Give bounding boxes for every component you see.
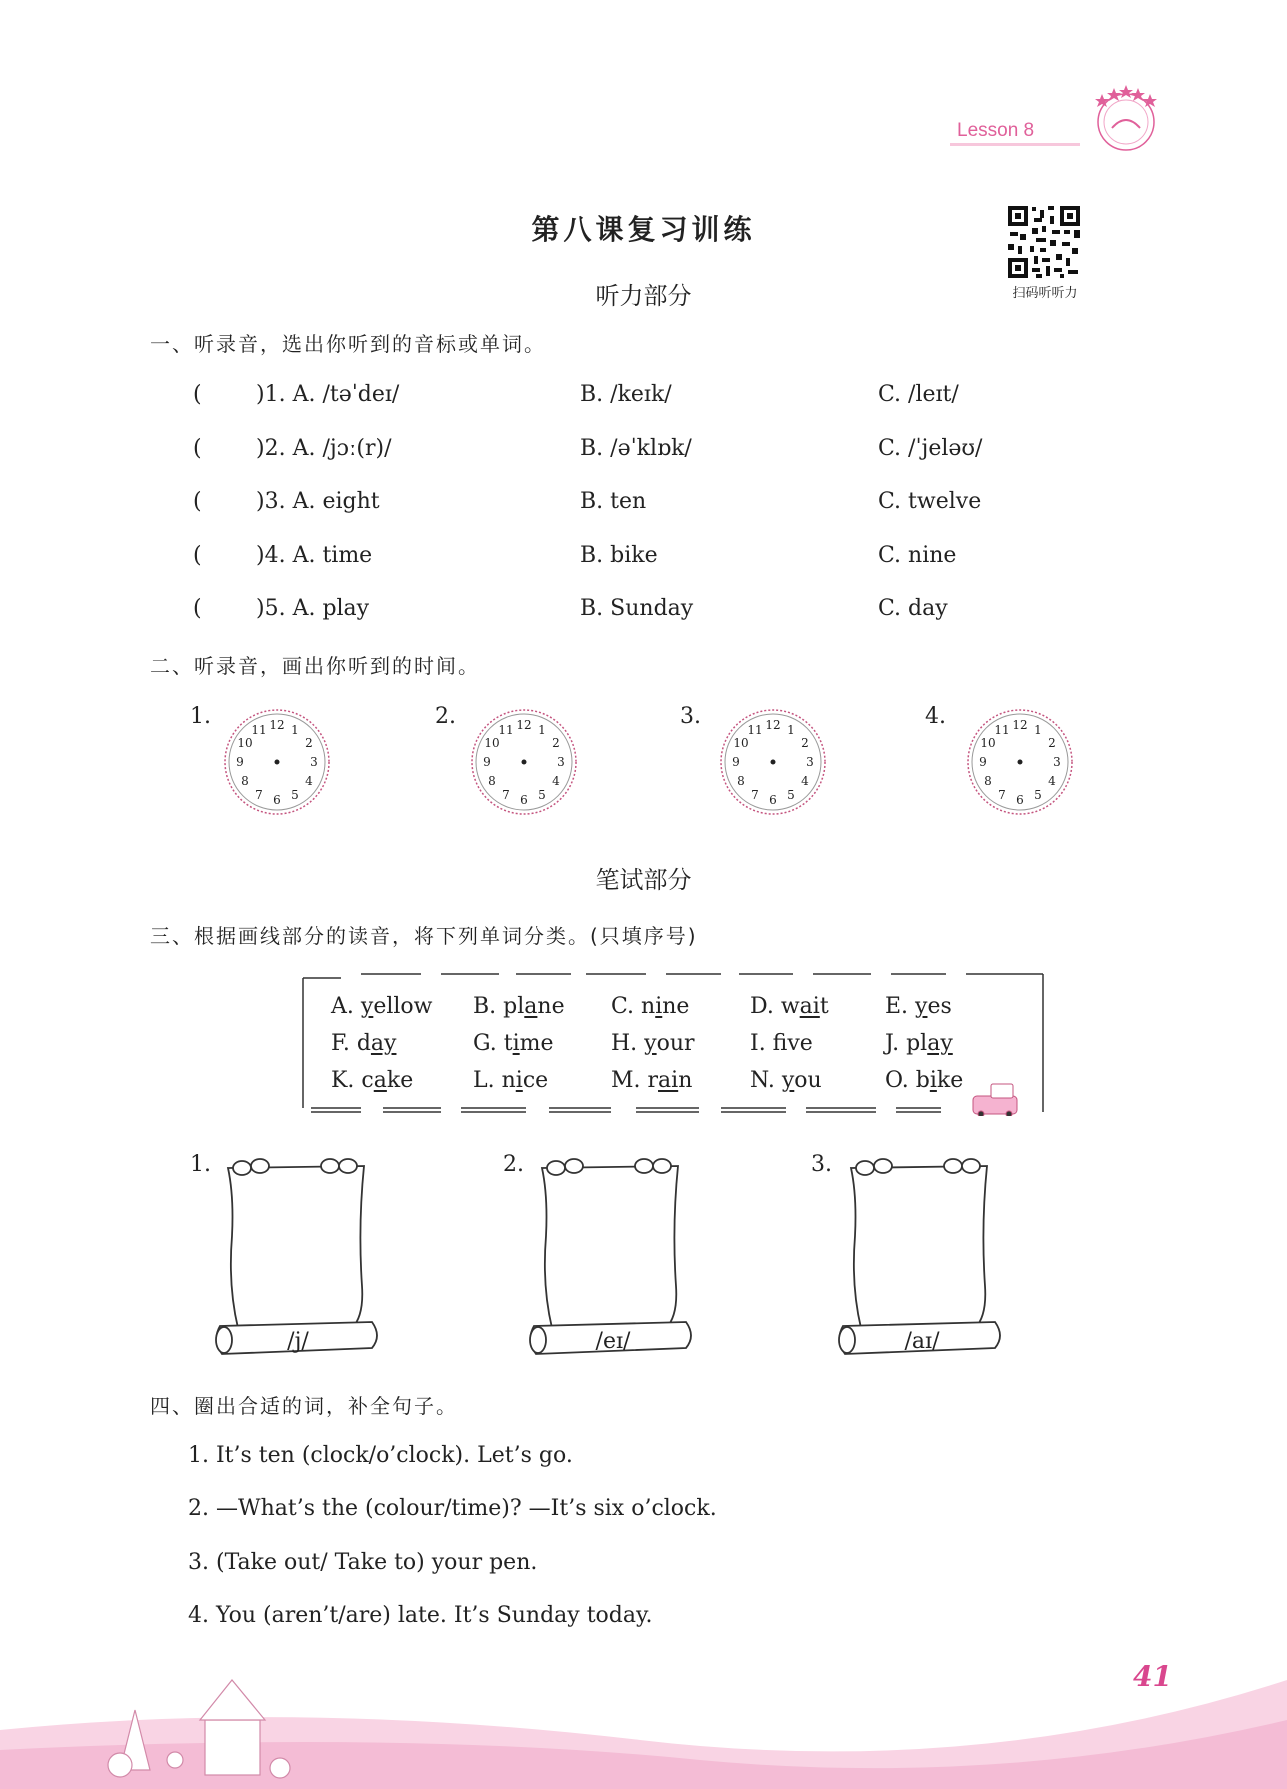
footer-decoration xyxy=(0,1640,1287,1789)
svg-text:7: 7 xyxy=(998,788,1006,802)
question-1-option-a: )1. A. /təˈdeɪ/ xyxy=(256,382,400,407)
word-item: K. cake xyxy=(331,1068,414,1093)
question-4-option-a: )4. A. time xyxy=(256,543,373,568)
svg-text:12: 12 xyxy=(1012,718,1028,732)
answer-paren: ( xyxy=(193,436,202,461)
word-item: N. you xyxy=(750,1068,822,1093)
answer-paren: ( xyxy=(193,489,202,514)
word-item: I. fve xyxy=(750,1031,813,1056)
question-2-option-c: C. /ˈjeləʊ/ xyxy=(878,436,983,461)
scroll-label-1: 1. xyxy=(190,1152,211,1177)
question-3-option-b: B. ten xyxy=(580,489,647,514)
svg-text:1: 1 xyxy=(1034,723,1042,737)
question-3-option-c: C. twelve xyxy=(878,489,982,514)
word-item: B. plane xyxy=(473,994,565,1019)
svg-text:5: 5 xyxy=(787,788,795,802)
question-2-option-b: B. /əˈklɒk/ xyxy=(580,436,692,461)
question-1-option-b: B. /keɪk/ xyxy=(580,382,672,407)
svg-text:10: 10 xyxy=(237,736,253,750)
answer-paren: ( xyxy=(193,596,202,621)
word-item: L. nice xyxy=(473,1068,549,1093)
section4-heading: 四、圈出合适的词，补全句子。 xyxy=(150,1394,458,1418)
svg-text:7: 7 xyxy=(255,788,263,802)
svg-text:11: 11 xyxy=(498,723,514,737)
svg-text:12: 12 xyxy=(269,718,285,732)
svg-text:2: 2 xyxy=(552,736,560,750)
scroll-phonetic-2: /eɪ/ xyxy=(595,1329,631,1354)
header-divider xyxy=(950,143,1080,146)
svg-text:5: 5 xyxy=(1034,788,1042,802)
page-title: 第八课复习训练 xyxy=(531,213,756,246)
word-item: F. day xyxy=(331,1031,397,1056)
word-item: G. time xyxy=(473,1031,554,1056)
svg-text:6: 6 xyxy=(769,793,777,807)
scroll-answer-area[interactable] xyxy=(212,1156,380,1356)
svg-text:12: 12 xyxy=(765,718,781,732)
sentence-3[interactable]: 3. (Take out/ Take to) your pen. xyxy=(188,1550,538,1575)
word-item: O. bike xyxy=(885,1068,964,1093)
svg-text:4: 4 xyxy=(801,774,809,788)
svg-text:5: 5 xyxy=(538,788,546,802)
question-4-option-b: B. bike xyxy=(580,543,658,568)
scroll-phonetic-3: /aɪ/ xyxy=(904,1329,940,1354)
svg-text:6: 6 xyxy=(1016,793,1024,807)
svg-text:9: 9 xyxy=(236,755,244,769)
svg-text:10: 10 xyxy=(980,736,996,750)
word-item: C. nine xyxy=(611,994,690,1019)
svg-text:4: 4 xyxy=(305,774,313,788)
question-3-option-a: )3. A. eight xyxy=(256,489,380,514)
section3-heading: 三、根据画线部分的读音，将下列单词分类。(只填序号) xyxy=(150,924,698,948)
svg-text:3: 3 xyxy=(310,755,318,769)
word-item: D. wait xyxy=(750,994,829,1019)
svg-text:4: 4 xyxy=(552,774,560,788)
scroll-label-2: 2. xyxy=(503,1152,524,1177)
svg-text:3: 3 xyxy=(557,755,565,769)
clock-label-1: 1. xyxy=(190,704,211,729)
svg-text:8: 8 xyxy=(488,774,496,788)
clock-face-icon[interactable] xyxy=(469,707,579,817)
question-1-option-c: C. /leɪt/ xyxy=(878,382,959,407)
svg-text:9: 9 xyxy=(483,755,491,769)
question-5-option-c: C. day xyxy=(878,596,948,621)
question-4-option-c: C. nine xyxy=(878,543,957,568)
svg-text:8: 8 xyxy=(737,774,745,788)
svg-text:7: 7 xyxy=(502,788,510,802)
scroll-phonetic-1: /j/ xyxy=(287,1329,309,1354)
svg-text:11: 11 xyxy=(747,723,763,737)
lesson-label: Lesson 8 xyxy=(957,120,1035,141)
question-5-option-b: B. Sunday xyxy=(580,596,694,621)
scroll-label-3: 3. xyxy=(811,1152,832,1177)
svg-text:10: 10 xyxy=(484,736,500,750)
word-item: J. play xyxy=(885,1031,953,1056)
word-item: A. yellow xyxy=(331,994,433,1019)
clock-face-icon[interactable] xyxy=(718,707,828,817)
clock-label-4: 4. xyxy=(925,704,946,729)
qr-caption: 扫码听听力 xyxy=(1012,286,1078,301)
svg-text:1: 1 xyxy=(787,723,795,737)
word-item: E. yes xyxy=(885,994,952,1019)
svg-text:2: 2 xyxy=(305,736,313,750)
scroll-answer-area[interactable] xyxy=(526,1156,694,1356)
clock-face-icon[interactable] xyxy=(965,707,1075,817)
answer-paren: ( xyxy=(193,382,202,407)
svg-text:3: 3 xyxy=(1053,755,1061,769)
word-item: M. rain xyxy=(611,1068,693,1093)
clock-face-icon[interactable] xyxy=(222,707,332,817)
page-number: 41 xyxy=(1133,1660,1172,1693)
clock-label-3: 3. xyxy=(680,704,701,729)
svg-text:5: 5 xyxy=(291,788,299,802)
svg-text:1: 1 xyxy=(291,723,299,737)
sentence-4[interactable]: 4. You (aren’t/are) late. It’s Sunday today. xyxy=(188,1603,653,1628)
svg-text:4: 4 xyxy=(1048,774,1056,788)
svg-text:9: 9 xyxy=(979,755,987,769)
sentence-2[interactable]: 2. —What’s the (colour/time)? —It’s six o’clock. xyxy=(188,1496,717,1521)
section1-heading: 一、听录音，选出你听到的音标或单词。 xyxy=(150,332,546,356)
sentence-1[interactable]: 1. It’s ten (clock/o’clock). Let’s go. xyxy=(188,1443,573,1468)
listening-heading: 听力部分 xyxy=(595,282,692,310)
svg-text:8: 8 xyxy=(984,774,992,788)
svg-text:6: 6 xyxy=(520,793,528,807)
svg-text:8: 8 xyxy=(241,774,249,788)
scroll-answer-area[interactable] xyxy=(835,1156,1003,1356)
svg-text:7: 7 xyxy=(751,788,759,802)
answer-paren: ( xyxy=(193,543,202,568)
star-badge-icon xyxy=(1088,80,1164,156)
svg-text:2: 2 xyxy=(801,736,809,750)
question-2-option-a: )2. A. /jɔː(r)/ xyxy=(256,436,392,461)
svg-text:9: 9 xyxy=(732,755,740,769)
svg-text:1: 1 xyxy=(538,723,546,737)
svg-text:11: 11 xyxy=(251,723,267,737)
section2-heading: 二、听录音，画出你听到的时间。 xyxy=(150,654,480,678)
svg-text:3: 3 xyxy=(806,755,814,769)
word-item: H. your xyxy=(611,1031,695,1056)
svg-text:10: 10 xyxy=(733,736,749,750)
writing-heading: 笔试部分 xyxy=(595,866,692,894)
qr-code-icon xyxy=(1006,204,1082,280)
svg-text:11: 11 xyxy=(994,723,1010,737)
clock-label-2: 2. xyxy=(435,704,456,729)
question-5-option-a: )5. A. play xyxy=(256,596,370,621)
svg-text:6: 6 xyxy=(273,793,281,807)
svg-text:12: 12 xyxy=(516,718,532,732)
svg-text:2: 2 xyxy=(1048,736,1056,750)
